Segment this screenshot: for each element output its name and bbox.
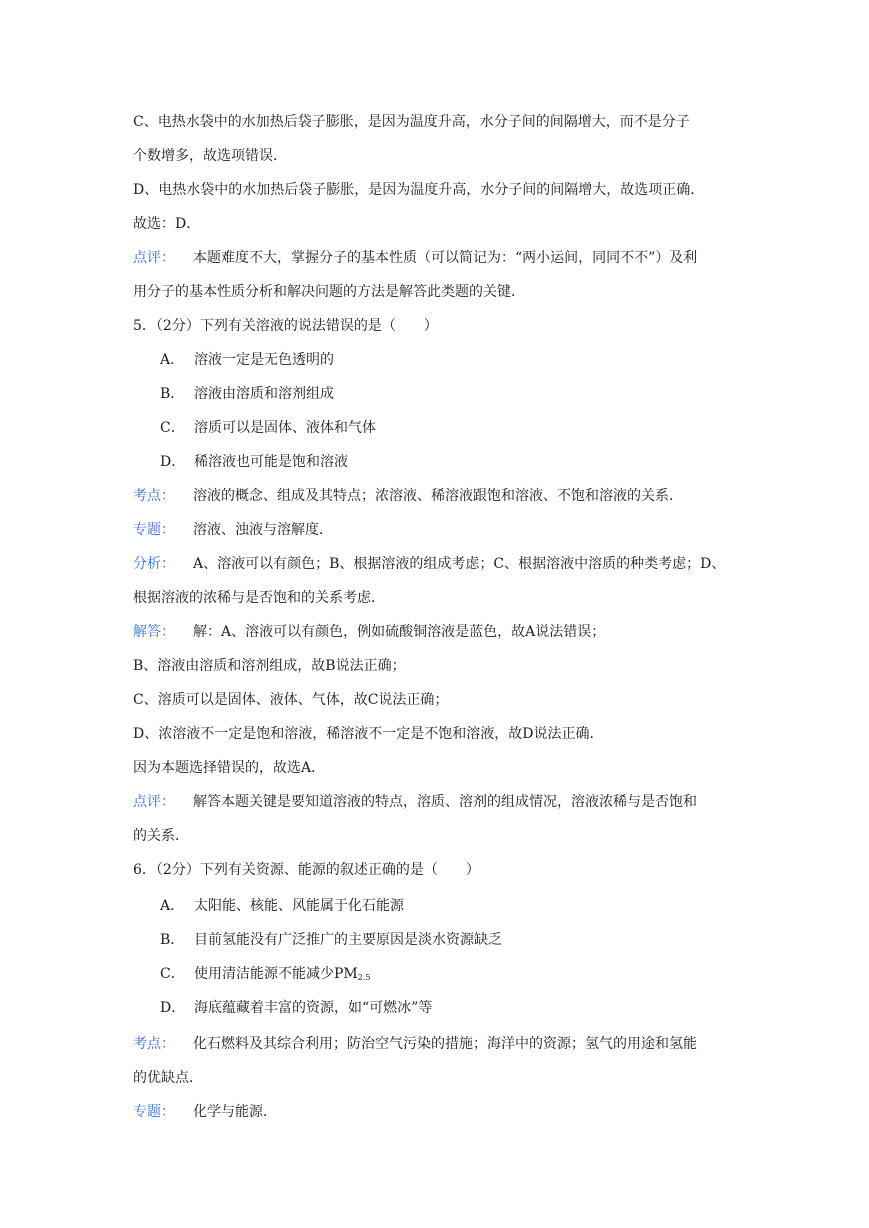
q5-option-c [160,418,376,438]
option-letter: A． [160,898,185,914]
q5-kaodian [133,486,683,506]
fenxi-label: 分析： [133,556,175,572]
zhuanti-label: 专题： [133,1104,175,1120]
q5-dianping [133,792,697,812]
prev-analysis-c-line2: 个数增多，故选项错误． [133,148,287,164]
prev-comment-line2: 用分子的基本性质分析和解决问题的方法是解答此类题的关键． [133,284,525,300]
option-letter: C． [160,966,185,982]
option-text: 溶液一定是无色透明的 [194,352,334,368]
comment-label: 点评： [133,250,175,266]
q5-fenxi-line2: 根据溶液的浓稀与是否饱和的关系考虑． [133,590,385,606]
option-letter: B． [160,932,185,948]
option-text: 溶质可以是固体、液体和气体 [194,420,376,436]
q6-option-b [160,930,502,950]
q5-jieda-line3: C、溶质可以是固体、液体、气体，故C说法正确； [133,692,449,708]
option-letter: C． [160,420,185,436]
dianping-label: 点评： [133,794,175,810]
option-text: 溶液由溶质和溶剂组成 [194,386,334,402]
zhuanti-text: 溶液、浊液与溶解度． [193,522,333,538]
q5-fenxi [133,554,725,574]
kaodian-text: 化石燃料及其综合利用；防治空气污染的措施；海洋中的资源；氢气的用途和氢能 [193,1036,697,1052]
q5-option-b [160,384,334,404]
zhuanti-label: 专题： [133,522,175,538]
q5-jieda-line2: B、溶液由溶质和溶剂组成，故B说法正确； [133,658,406,674]
kaodian-text: 溶液的概念、组成及其特点；浓溶液、稀溶液跟饱和溶液、不饱和溶液的关系． [193,488,683,504]
option-text: 目前氢能没有广泛推广的主要原因是淡水资源缺乏 [194,932,502,948]
zhuanti-text: 化学与能源． [193,1104,277,1120]
q6-option-d [160,998,432,1018]
option-letter: A． [160,352,185,368]
q6-kaodian-line2: 的优缺点． [133,1070,203,1086]
option-text: 稀溶液也可能是饱和溶液 [194,454,348,470]
kaodian-label: 考点： [133,1036,175,1052]
kaodian-label: 考点： [133,488,175,504]
q6-kaodian [133,1034,697,1054]
q6-option-c [160,964,371,988]
option-text: 使用清洁能源不能减少PM [194,966,358,982]
jieda-label: 解答： [133,624,175,640]
option-letter: D． [160,454,186,470]
prev-analysis-c-line1: C、电热水袋中的水加热后袋子膨胀，是因为温度升高，水分子间的间隔增大，而不是分子 [133,114,690,130]
q6-option-a [160,896,404,916]
option-text: 海底蕴藏着丰富的资源，如“可燃冰”等 [194,1000,433,1016]
q5-jieda-line4: D、浓溶液不一定是饱和溶液，稀溶液不一定是不饱和溶液，故D说法正确． [133,726,604,742]
dianping-text: 解答本题关键是要知道溶液的特点，溶质、溶剂的组成情况，溶液浓稀与是否饱和 [193,794,697,810]
prev-comment [133,248,697,268]
option-letter: D． [160,1000,186,1016]
q5-jieda-line5: 因为本题选择错误的，故选A． [133,760,326,776]
question-6-stem: 6．（2分）下列有关资源、能源的叙述正确的是（ ） [133,862,480,878]
prev-analysis-d-line: D、电热水袋中的水加热后袋子膨胀，是因为温度升高，水分子间的间隔增大，故选项正确． [133,182,705,198]
jieda-text: 解：A、溶液可以有颜色，例如硫酸铜溶液是蓝色，故A说法错误； [193,624,606,640]
fenxi-text: A、溶液可以有颜色；B、根据溶液的组成考虑；C、根据溶液中溶质的种类考虑；D、 [193,556,726,572]
question-5-stem: 5．（2分）下列有关溶液的说法错误的是（ ） [133,318,438,334]
q5-jieda [133,622,605,642]
comment-text: 本题难度不大，掌握分子的基本性质（可以简记为：“两小运间，同同不不”）及利 [193,250,698,266]
q5-zhuanti [133,520,333,540]
q5-dianping-line2: 的关系． [133,828,189,844]
q6-zhuanti [133,1102,277,1122]
pm-subscript: 2.5 [357,973,371,982]
option-letter: B． [160,386,185,402]
option-text: 太阳能、核能、风能属于化石能源 [194,898,404,914]
q5-option-d [160,452,348,472]
q5-option-a [160,350,334,370]
prev-answer: 故选：D． [133,216,201,232]
